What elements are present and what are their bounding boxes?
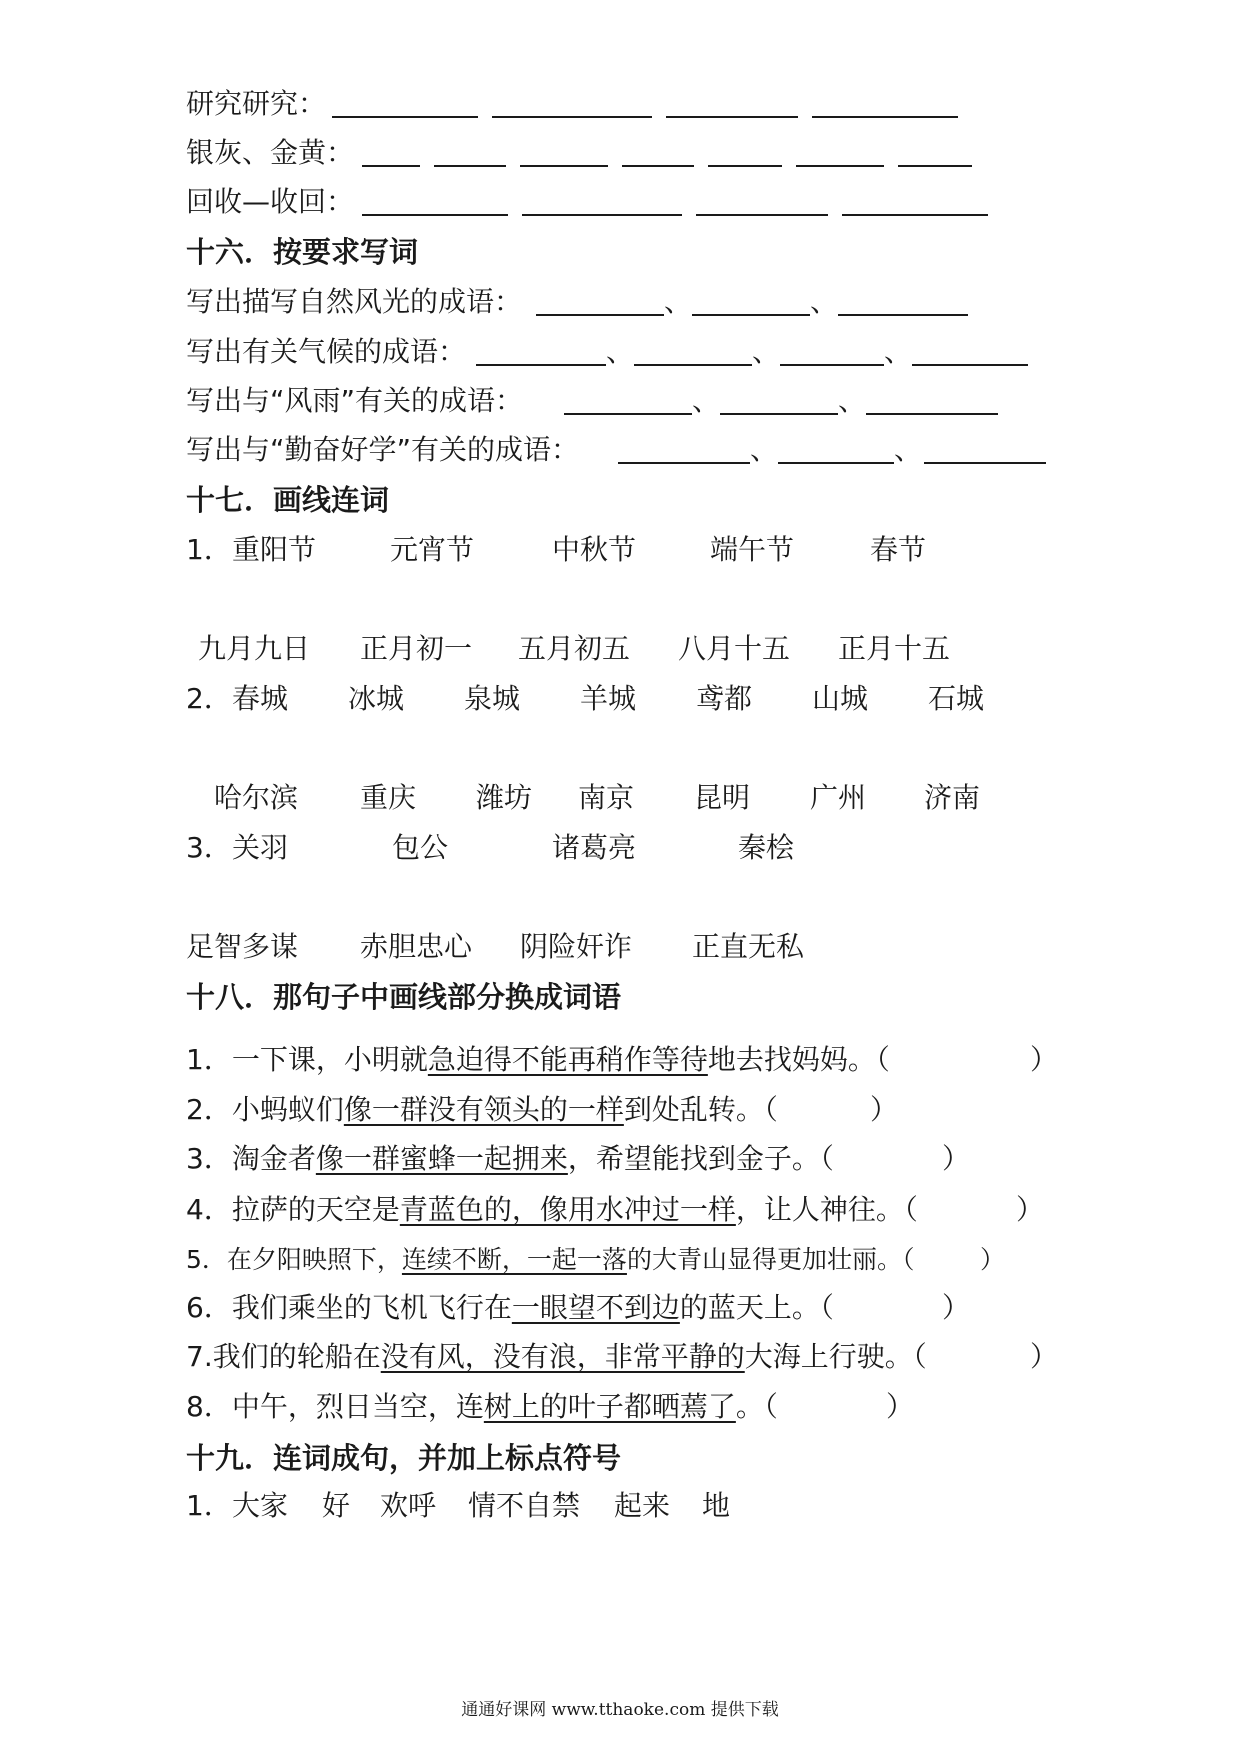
question-number: 2． xyxy=(186,682,232,715)
sentence-row xyxy=(0,1335,1240,1379)
exercise-label: 写出有关气候的成语： xyxy=(186,335,467,368)
match-item[interactable]: 秦桧 xyxy=(738,831,795,864)
match-item[interactable]: 足智多谋 xyxy=(186,930,299,963)
match-item[interactable]: 重庆 xyxy=(360,781,417,814)
word-item: 起来 xyxy=(614,1489,671,1522)
match-row-top xyxy=(0,677,1240,721)
match-item[interactable]: 昆明 xyxy=(694,781,751,814)
sentence-post: 地去找妈妈。（ xyxy=(707,1043,890,1076)
match-item[interactable]: 端午节 xyxy=(710,533,795,566)
section-heading-row xyxy=(0,478,1240,522)
answer-blank[interactable] xyxy=(666,116,798,118)
separator: 、 xyxy=(664,285,693,318)
word-item: 大家 xyxy=(232,1489,289,1522)
sentence xyxy=(186,1286,834,1330)
match-item[interactable]: 正直无私 xyxy=(692,930,805,963)
match-item[interactable]: 潍坊 xyxy=(476,781,533,814)
underlined-phrase: 连续不断，一起一落 xyxy=(401,1245,627,1274)
sentence-pre: 淘金者 xyxy=(231,1142,316,1175)
answer-blank[interactable] xyxy=(520,165,608,167)
close-paren: ） xyxy=(870,1093,899,1126)
exercise-label: 写出与“风雨”有关的成语： xyxy=(186,384,524,417)
match-item[interactable]: 春节 xyxy=(870,533,927,566)
question-number: 3． xyxy=(186,831,232,864)
match-item[interactable]: 九月九日 xyxy=(198,632,311,665)
match-row-bottom xyxy=(0,776,1240,820)
sentence-post: 的蓝天上。（ xyxy=(679,1291,834,1324)
separator: 、 xyxy=(606,335,635,368)
question-number: 5． xyxy=(186,1245,227,1274)
answer-blank[interactable] xyxy=(536,314,664,316)
close-paren: ） xyxy=(1030,1043,1059,1076)
answer-blank[interactable] xyxy=(362,214,508,216)
match-item[interactable]: 石城 xyxy=(928,682,985,715)
underlined-phrase: 急迫得不能再稍作等待 xyxy=(427,1043,708,1076)
exercise-label: 银灰、金黄： xyxy=(186,136,355,169)
sentence-pre: 拉萨的天空是 xyxy=(231,1193,400,1226)
answer-blank[interactable] xyxy=(634,364,752,366)
section-heading: 十六．按要求写词 xyxy=(186,235,419,269)
section-heading: 十八．那句子中画线部分换成词语 xyxy=(186,980,622,1014)
answer-blank[interactable] xyxy=(564,413,692,415)
underlined-phrase: 树上的叶子都晒蔫了 xyxy=(483,1390,736,1423)
sentence-pre: 我们的轮船在 xyxy=(212,1340,381,1373)
sentence-pre: 我们乘坐的飞机飞行在 xyxy=(231,1291,512,1324)
answer-blank[interactable] xyxy=(476,364,606,366)
match-item[interactable]: 南京 xyxy=(578,781,635,814)
answer-blank[interactable] xyxy=(362,165,420,167)
separator: 、 xyxy=(752,335,781,368)
question-number: 2． xyxy=(186,1093,232,1126)
question-number: 4． xyxy=(186,1193,232,1226)
underlined-phrase: 青蓝色的，像用水冲过一样 xyxy=(399,1193,736,1226)
match-item[interactable]: 哈尔滨 xyxy=(214,781,299,814)
question-number: 1． xyxy=(186,1489,232,1522)
match-item[interactable]: 赤胆忠心 xyxy=(360,930,473,963)
exercise-row xyxy=(0,280,1240,324)
separator: 、 xyxy=(750,433,779,466)
answer-blank[interactable] xyxy=(866,413,998,415)
match-item[interactable]: 冰城 xyxy=(348,682,405,715)
answer-blank[interactable] xyxy=(912,364,1028,366)
answer-blank[interactable] xyxy=(434,165,506,167)
section-heading-row xyxy=(0,975,1240,1019)
answer-blank[interactable] xyxy=(492,116,652,118)
sentence-post: ，让人神往。（ xyxy=(735,1193,918,1226)
exercise-row xyxy=(0,180,1240,224)
sentence xyxy=(186,1188,918,1232)
answer-blank[interactable] xyxy=(622,165,694,167)
word-item: 好 xyxy=(322,1489,351,1522)
match-item[interactable]: 阴险奸诈 xyxy=(520,930,633,963)
close-paren: ） xyxy=(942,1142,971,1175)
match-item[interactable]: 包公 xyxy=(392,831,449,864)
match-row-top xyxy=(0,528,1240,572)
match-item[interactable]: 诸葛亮 xyxy=(552,831,637,864)
section-heading: 十九．连词成句，并加上标点符号 xyxy=(186,1441,622,1475)
section-heading-row xyxy=(0,1436,1240,1480)
match-item[interactable]: 春城 xyxy=(232,682,289,715)
close-paren: ） xyxy=(886,1390,915,1423)
question-number: 6． xyxy=(186,1291,232,1324)
match-item[interactable]: 元宵节 xyxy=(390,533,475,566)
exercise-label: 写出与“勤奋好学”有关的成语： xyxy=(186,433,580,466)
answer-blank[interactable] xyxy=(924,462,1046,464)
sentence-row xyxy=(0,1188,1240,1232)
match-item[interactable]: 泉城 xyxy=(464,682,521,715)
sentence xyxy=(186,1238,914,1282)
sentence-pre: 一下课，小明就 xyxy=(231,1043,428,1076)
match-item[interactable]: 羊城 xyxy=(580,682,637,715)
exercise-label: 回收—收回： xyxy=(186,185,355,218)
answer-blank[interactable] xyxy=(842,214,988,216)
question-number: 1． xyxy=(186,1043,232,1076)
sentence-pre: 中午，烈日当空，连 xyxy=(231,1390,484,1423)
match-item[interactable]: 八月十五 xyxy=(678,632,791,665)
sentence-pre: 在夕阳映照下， xyxy=(226,1245,402,1274)
question-number: 3． xyxy=(186,1142,232,1175)
word-item: 情不自禁 xyxy=(468,1489,581,1522)
answer-blank[interactable] xyxy=(780,364,884,366)
match-row-top xyxy=(0,826,1240,870)
underlined-phrase: 一眼望不到边 xyxy=(511,1291,680,1324)
match-row-bottom xyxy=(0,925,1240,969)
exercise-label: 写出描写自然风光的成语： xyxy=(186,285,523,318)
close-paren: ） xyxy=(980,1245,1006,1274)
sentence-row xyxy=(0,1385,1240,1429)
match-row-bottom xyxy=(0,627,1240,671)
separator: 、 xyxy=(884,335,913,368)
answer-blank[interactable] xyxy=(812,116,958,118)
match-item[interactable]: 五月初五 xyxy=(518,632,631,665)
underlined-phrase: 像一群蜜蜂一起拥来 xyxy=(315,1142,568,1175)
separator: 、 xyxy=(838,384,867,417)
answer-blank[interactable] xyxy=(898,165,972,167)
separator: 、 xyxy=(810,285,839,318)
sentence-post: 。（ xyxy=(735,1390,778,1423)
close-paren: ） xyxy=(1016,1193,1045,1226)
word-item: 地 xyxy=(702,1489,731,1522)
match-item[interactable]: 鸢都 xyxy=(696,682,753,715)
separator: 、 xyxy=(894,433,923,466)
sentence-row xyxy=(0,1238,1240,1282)
match-item[interactable]: 重阳节 xyxy=(232,533,317,566)
exercise-row xyxy=(0,131,1240,175)
exercise-row xyxy=(0,379,1240,423)
match-item[interactable]: 山城 xyxy=(812,682,869,715)
underlined-phrase: 没有风，没有浪，非常平静的 xyxy=(380,1340,745,1373)
match-item[interactable]: 关羽 xyxy=(232,831,289,864)
exercise-row xyxy=(0,428,1240,472)
answer-blank[interactable] xyxy=(708,165,782,167)
question-number: 1． xyxy=(186,533,232,566)
sentence xyxy=(186,1385,778,1429)
sentence-row xyxy=(0,1038,1240,1082)
exercise-label: 研究研究： xyxy=(186,87,327,120)
exercise-row xyxy=(0,330,1240,374)
answer-blank[interactable] xyxy=(522,214,682,216)
close-paren: ） xyxy=(942,1291,971,1324)
answer-blank[interactable] xyxy=(696,214,828,216)
sentence-pre: 小蚂蚁们 xyxy=(231,1093,344,1126)
sentence xyxy=(186,1038,890,1082)
underlined-phrase: 像一群没有领头的一样 xyxy=(343,1093,624,1126)
close-paren: ） xyxy=(1030,1340,1059,1373)
sentence xyxy=(186,1137,834,1181)
section-heading: 十七．画线连词 xyxy=(186,483,390,517)
sentence-post: 的大青山显得更加壮丽。（ xyxy=(626,1245,915,1274)
sentence-post: 大海上行驶。（ xyxy=(744,1340,927,1373)
word-row xyxy=(0,1484,1240,1528)
match-item[interactable]: 济南 xyxy=(924,781,981,814)
separator: 、 xyxy=(692,384,721,417)
sentence-post: ，希望能找到金子。（ xyxy=(567,1142,834,1175)
sentence xyxy=(186,1335,927,1379)
answer-blank[interactable] xyxy=(796,165,884,167)
sentence-row xyxy=(0,1286,1240,1330)
answer-blank[interactable] xyxy=(618,462,750,464)
answer-blank[interactable] xyxy=(838,314,968,316)
question-number: 7. xyxy=(186,1340,213,1373)
section-heading-row xyxy=(0,230,1240,274)
answer-blank[interactable] xyxy=(720,413,838,415)
page-footer: 通通好课网 www.tthaoke.com 提供下载 xyxy=(461,1700,779,1720)
sentence-row xyxy=(0,1088,1240,1132)
question-number: 8． xyxy=(186,1390,232,1423)
word-item: 欢呼 xyxy=(380,1489,437,1522)
match-item[interactable]: 广州 xyxy=(810,781,867,814)
answer-blank[interactable] xyxy=(332,116,478,118)
match-item[interactable]: 正月十五 xyxy=(838,632,951,665)
exercise-row xyxy=(0,82,1240,126)
answer-blank[interactable] xyxy=(778,462,894,464)
sentence xyxy=(186,1088,778,1132)
answer-blank[interactable] xyxy=(692,314,810,316)
sentence-post: 到处乱转。（ xyxy=(623,1093,778,1126)
match-item[interactable]: 中秋节 xyxy=(552,533,637,566)
sentence-row xyxy=(0,1137,1240,1181)
match-item[interactable]: 正月初一 xyxy=(360,632,473,665)
